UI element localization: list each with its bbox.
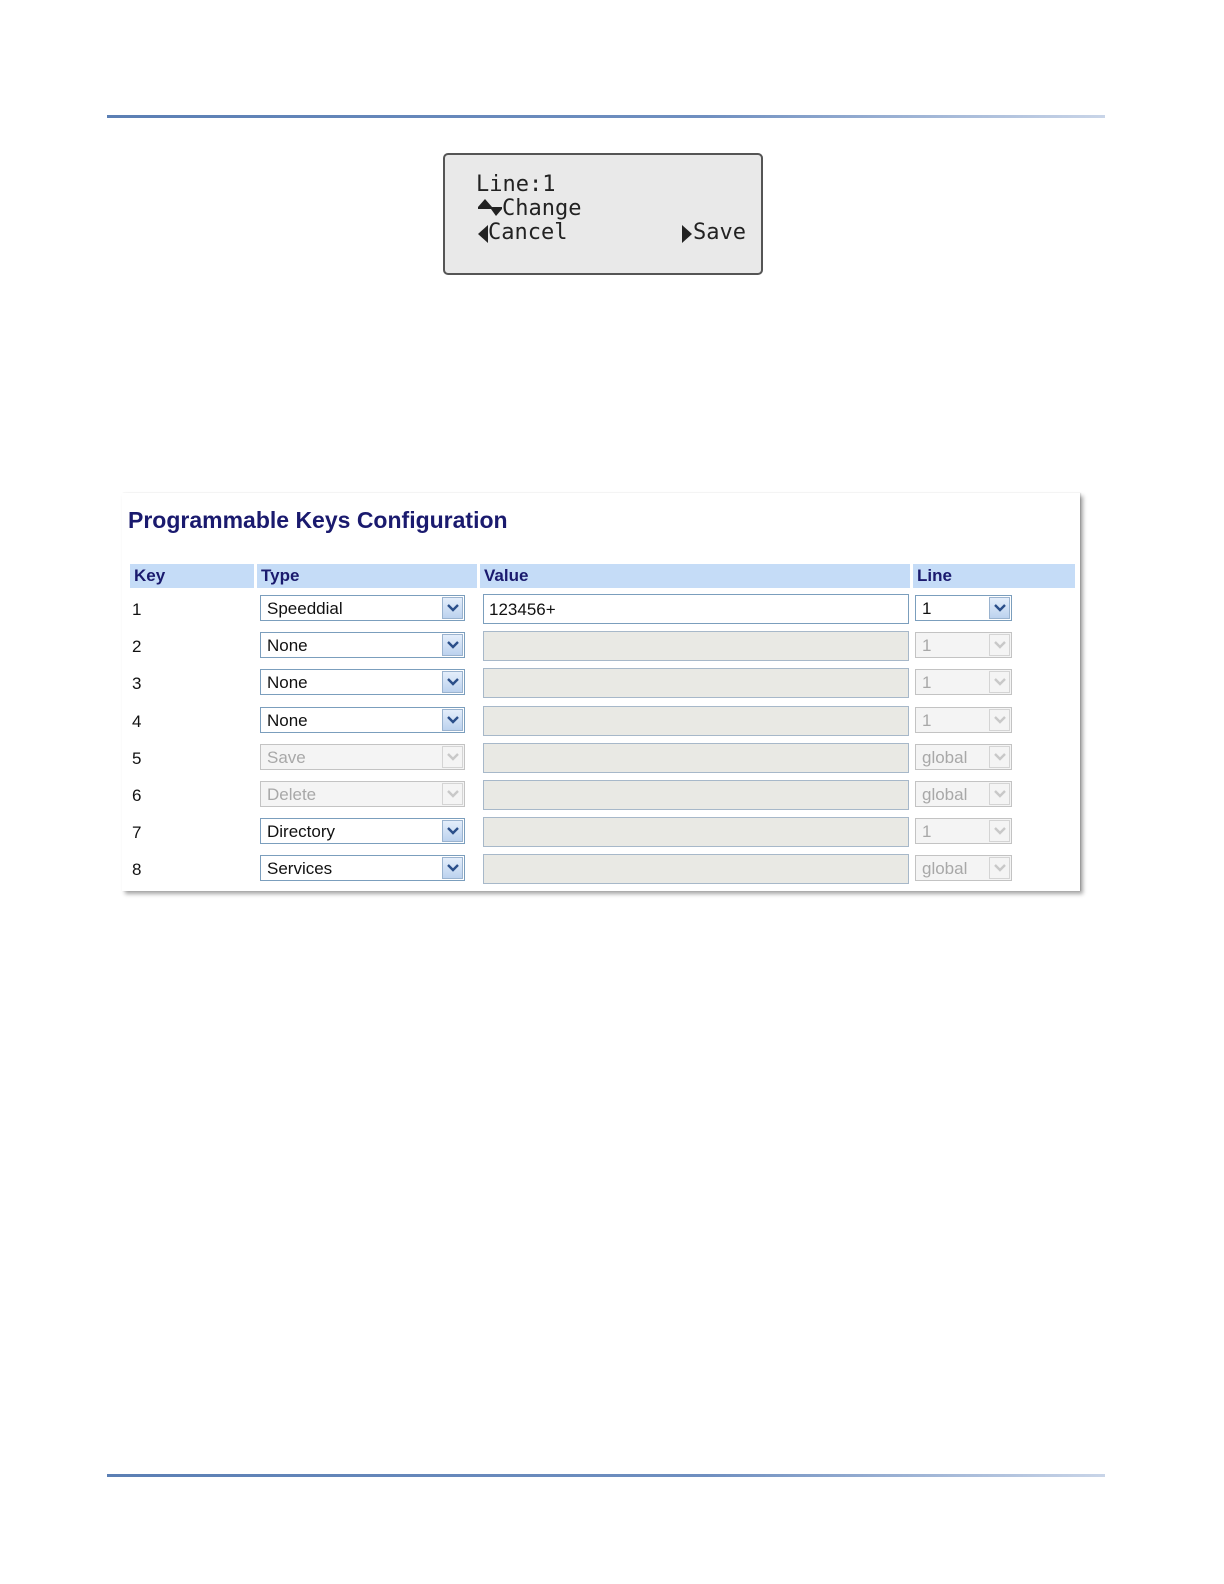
type-select-value: Save [267,747,306,767]
lcd-change-option: Change [502,196,582,221]
chevron-down-icon[interactable] [442,671,463,693]
up-down-arrow-icon [478,199,502,219]
value-input [483,780,909,810]
chevron-down-icon [989,783,1010,805]
chevron-down-icon [989,746,1010,768]
type-select-value: None [267,710,308,730]
footer-rule [107,1474,1105,1477]
chevron-down-icon [989,820,1010,842]
value-input [483,854,909,884]
table-row [122,666,1080,703]
line-select [915,744,1012,770]
type-select[interactable] [260,595,465,621]
right-arrow-icon [682,225,692,243]
line-select [915,707,1012,733]
chevron-down-icon [989,709,1010,731]
type-select[interactable] [260,669,465,695]
key-number: 7 [132,823,142,843]
key-number: 2 [132,637,142,657]
chevron-down-icon[interactable] [442,597,463,619]
column-header-value: Value [480,564,910,588]
key-number: 4 [132,711,142,731]
type-select [260,744,465,770]
value-input [483,631,909,661]
table-row [122,592,1080,629]
chevron-down-icon [989,671,1010,693]
left-arrow-icon [478,225,488,243]
type-select[interactable] [260,707,465,733]
line-select [915,818,1012,844]
key-number: 5 [132,748,142,768]
chevron-down-icon [989,857,1010,879]
column-header-type: Type [257,564,477,588]
chevron-down-icon [442,783,463,805]
chevron-down-icon[interactable] [989,597,1010,619]
chevron-down-icon[interactable] [442,820,463,842]
key-number: 8 [132,860,142,880]
type-select-value: None [267,636,308,656]
type-select[interactable] [260,818,465,844]
lcd-save-option: Save [693,220,746,245]
header-rule [107,115,1105,118]
column-header-line: Line [913,564,1075,588]
phone-lcd-screen [443,153,763,275]
value-input [483,706,909,736]
type-select [260,781,465,807]
line-select [915,781,1012,807]
key-number: 6 [132,786,142,805]
chevron-down-icon[interactable] [442,709,463,731]
chevron-down-icon [442,746,463,768]
value-input-text: 123456+ [489,600,556,619]
type-select-value: Services [267,859,333,879]
table-row [122,815,1080,852]
line-select-value: global [922,747,968,767]
table-row [122,852,1080,889]
type-select[interactable] [260,855,465,881]
value-input[interactable] [483,594,909,624]
key-number: 1 [132,600,142,619]
type-select-value: Directory [267,822,336,842]
line-select-value: 1 [922,636,932,656]
type-select-value: None [267,673,308,693]
line-select [915,669,1012,695]
table-row [122,741,1080,778]
type-select-value: Speeddial [267,599,343,618]
lcd-line-label: Line:1 [476,172,556,197]
line-select-value: global [922,859,968,879]
chevron-down-icon[interactable] [442,857,463,879]
line-select [915,855,1012,881]
chevron-down-icon[interactable] [442,634,463,656]
value-input [483,668,909,698]
table-row [122,778,1080,815]
line-select [915,632,1012,658]
lcd-cancel-option: Cancel [488,220,568,245]
line-select-value: 1 [922,599,932,618]
line-select-value: global [922,785,968,804]
line-select-value: 1 [922,673,932,693]
value-input [483,743,909,773]
line-select[interactable] [915,595,1012,621]
chevron-down-icon [989,634,1010,656]
table-row [122,629,1080,666]
line-select-value: 1 [922,710,932,730]
type-select-value: Delete [267,785,317,804]
panel-title: Programmable Keys Configuration [128,507,508,533]
programmable-keys-panel [122,493,1080,891]
column-header-key: Key [130,564,254,588]
value-input [483,817,909,847]
line-select-value: 1 [922,822,932,842]
type-select[interactable] [260,632,465,658]
key-number: 3 [132,674,142,694]
table-row [122,704,1080,741]
